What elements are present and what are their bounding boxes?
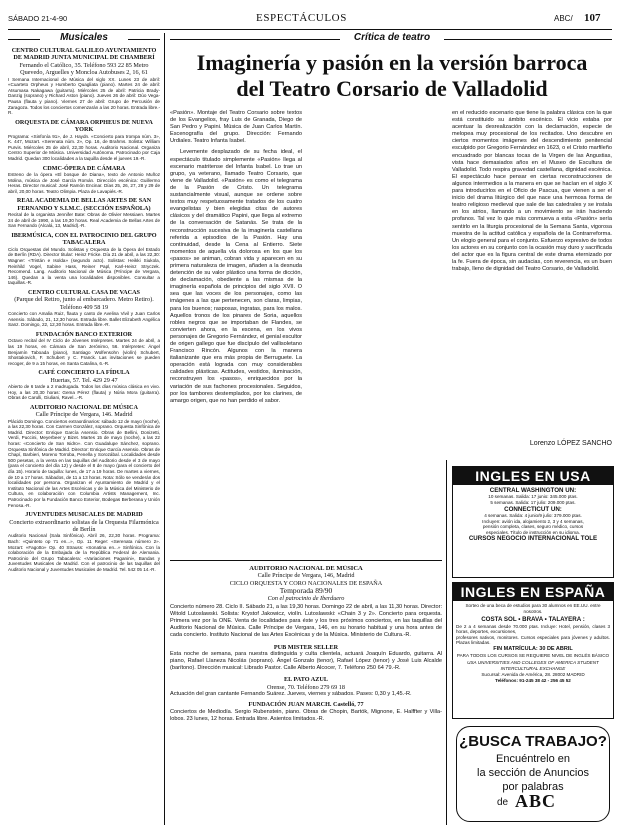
masthead-section: ESPECTÁCULOS <box>256 12 347 24</box>
ad1-line2-3: pensión completa, clases, seguro médico, cursos <box>482 524 584 530</box>
auditorio-text: Concierto número 28. Ciclo II. Sábado 21, a las 19,30 horas. Domingo 22 de abril, a las 11,30 horas. Director: Witold Lutoslawski. Solista: Krystof Jakowicz, violín. Lutoslawski: «Chain 3 y 2». Concierto para orquesta. Primera vez por la ONE. Venta de localidades para éste y los tres próximos conciertos, en las taquillas del Auditorio Nacional de Música. Calle Príncipe de Vergara, 146, en su horario habitual y una hora antes de cada concierto. Instituto Nacional de las Artes Escénicas y de la Música. Ministerio de Cultura.-R. <box>170 604 442 639</box>
critica-text-c: en el reducido escenario que tiene la palabra clásica con la que está constituido su ámbito escénico. El vicio estaba por acentuar la desrealización con la declamación, especie de melopea muy procesional de los recitados. Uno descubre en ciertos momentos imágenes del descendimiento penitencial esculpido por Gregorio Fernández en 1623, o el Cristo marfileño encuadrado por blancas tocas de la Virgen de las Angustias, vista hace demasiados años en el Museo de Escultura de Valladolid. Todo respira gravedad castellana, dignidad escénica. El espectáculo hace pensar en ciertas reconstrucciones de algunos intermedios a la manera en que se hacían en el siglo X para introducirlos en el Oficio de Pascua, que vienen a ser el inicio del drama litúrgico del que nace una hermosa forma de teatro religioso medieval que sale de las catedrales y se instala en los atrios, llamando a un movimiento se irán haciendo profanos. Tal vez lo que más conmueva a esta «Pasión» sería sentirlo en la liturgia procesional de la Semana Santa, vigorosa muestra de la actitud católica y española de la Contrarreforma. Un elogio general para el conjunto. Esfuerzo expresivo de todos los actores en su conjunto con la ocasión muy duro y sacrificada del actor que es la figura central de este drama eternizado por la fe. Fuera de época, sin audacias, con reverencia, es un buen trabajo, lleno de dignidad del Teatro Corsario, de Valladolid. <box>452 110 612 273</box>
listing-head: AUDITORIO NACIONAL DE MÚSICA <box>29 403 138 411</box>
ad1-line2-4: especiales. Título de instrucción en su idioma. <box>486 529 580 535</box>
column-divider <box>164 33 165 825</box>
critica-col-c <box>452 110 612 440</box>
ad2-addr: Sucursal: Avenida de América, 28. 28002 MADRID <box>481 672 585 678</box>
ad2-deadline: FIN MATRÍCULA: 30 DE ABRIL <box>493 645 573 652</box>
auditorio-patron: Con el patrocinio de Iberduero <box>267 594 345 602</box>
critica-col-b <box>308 110 440 620</box>
listing-head: CENTRO CULTURAL CASA DE VACAS <box>28 288 140 296</box>
auditorio-season: Temporada 89/90 <box>279 586 333 596</box>
ad1-line-2: 5 semanas. Salida: 17 julio: 209.000 ptas. <box>490 500 576 505</box>
listing-item <box>8 289 160 328</box>
listing-item <box>8 511 160 572</box>
critica-kicker: Crítica de teatro <box>353 32 431 43</box>
listing-head: JUVENTUDES MUSICALES DE MADRID <box>25 511 143 519</box>
masthead-rule <box>8 29 612 30</box>
ad2-intro: Sorteo de una beca de estudios para 30 alumnos en EE.UU. entre nosotros. <box>465 603 601 614</box>
listing-addr: Concierto extraordinario solistas de la Orquesta Filarmónica de Berlín <box>9 518 159 533</box>
ad1-banner: INGLES EN USA <box>453 467 613 485</box>
ad1-sub2: CONNECTICUT UN: <box>504 505 562 513</box>
ad3-line4: de <box>497 797 509 808</box>
auditorio-head: AUDITORIO NACIONAL DE MÚSICA <box>249 565 363 572</box>
musicales-title-bar <box>8 33 160 45</box>
ad-busca-trabajo <box>456 726 610 822</box>
listing-item <box>8 119 160 162</box>
ad2-sub: COSTA SOL • BRAVA • TALAYERA : <box>481 616 585 624</box>
listing-head: ORQUESTA DE CÁMARA ORPHEUS DE NUEVA YORK <box>15 118 153 134</box>
ad2-org: USA UNIVERSITIES AND COLLEGES OF AMERICA STUDENT INTERCULTURAL EXCHANGE <box>467 659 599 671</box>
masthead-paper: ABC/ <box>554 14 573 23</box>
auditorio-sub: CICLO ORQUESTA Y CORO NACIONALES DE ESPAÑA <box>229 579 383 587</box>
listing-item <box>8 47 160 116</box>
listing-text: Plácido Domingo. Conciertos extraordinarios: sábado 12 de mayo (noche), a las 22,30 horas. Con Carmen González, soprano. Orquesta Sinfónica de Madrid. Director: Enrique García Asensio. Obras de Bellini, Donizetti, Verdi, Puccini, Meyerbeer y Bizet. Martes 15 de mayo (noche), a las 22 horas: «Concierto de San Isidro». Con Guadalupe Sánchez, soprano. Orquesta Sinfónica de Madrid. Director: Enrique García Asensio. Obras de Chapí, Barbieri, Moreno Torroba, Penella y Sorozábal. Localidades desde 500 pesetas, a la venta en las taquillas del Auditorio desde el 3 de mayo (para el concierto del día 12) y desde el 8 de mayo (para el concierto del día 15). Horario de taquilla: lunes, de 17 a 19 horas. De martes a viernes, de 10 a 17 horas. Sábados, de 11 a 13 horas. Nota: Sólo se venderán dos localidades por persona. Organizan el Ayuntamiento de Madrid y el Instituto Nacional de las Artes Escénicas y de la Música del Ministerio de Cultura, en colaboración con Columbia Artists Management, Inc. Patrocinado por la Fundación Banco Exterior, Bodegas Berberana y Unión Fenosa.-R. <box>8 418 160 508</box>
listing-head: CENTRO CULTURAL GALILEO AYUNTAMIENTO DE MADRID JUNTA MUNICIPAL DE CHAMBERÍ <box>11 47 157 62</box>
listing-text: I Semana Internacional de Música del siglo XX. Lunes 23 de abril: «Cuarteto Orpheus y Humberto Quagliata (piano). Martes 24 de abril: Atsumasa Nakagawa (guitarra). Miércoles 25 de abril: Patricia Brady-Danzig (soprano) y Richard Aston (piano). Jueves 26 de abril: Dúo Vega-Pausa (flauta y piano). Viernes 27 de abril: Grupo de Percusión de Zaragoza. Todos los conciertos comenzarán a las 20 horas. Entrada libre.-R. <box>8 76 160 116</box>
ad1-line-1: 10 semanas. Salida: 17 junio: 345.000 ptas. <box>488 494 578 500</box>
listing-addr: Huertas, 57. Tel. 429 29 47 <box>50 376 118 384</box>
masthead-date: SÁBADO 21-4-90 <box>8 14 68 23</box>
listing-head: CAFÉ CONCIERTO LA FÍDULA <box>38 369 130 377</box>
ad3-line2: la sección de Anuncios <box>477 767 589 779</box>
ad1-line2-1: 4 semanas. Salida: 4 junio/9 julio: 379.000 ptas. <box>484 513 582 518</box>
listing-head: REAL ACADEMIA DE BELLAS ARTES DE SAN FERNANDO Y S.I.M.C. (SECCIÓN ESPAÑOLA) <box>16 197 152 212</box>
ad2-banner: INGLES EN ESPAÑA <box>453 583 613 601</box>
ad2-tel: Teléfonos: 91-245 38 42 - 256 45 52 <box>495 677 571 683</box>
ad2-line-1: De 2 a 4 semanas desde 70.000 ptas. Incluye: Hotel, pensión, clases 3 horas, deportes, excursiones, <box>456 623 610 635</box>
listing-addr: Fernando el Católico, 35. Teléfono 593 22 85 Metro Quevedo, Arguelles y Moncloa Autobuses 2, 16, 61 <box>19 61 149 77</box>
listing-head: FUNDACIÓN BANCO EXTERIOR <box>35 330 133 338</box>
critica-col-a <box>170 110 302 620</box>
listing-text: Estreno de la ópera «El bosque de Diana», texto de Antonio Muñoz Molina, música de José García Román. Dirección escénica: Guillermo Heras. Director musical: José Ramón Encinar. Días 25, 26, 27, 28 y 29 de abril, 20,00 horas. Teatro Olimpia. Plaza de Lavapiés.-R. <box>8 171 160 194</box>
listing-item <box>8 404 160 508</box>
ad3-line3: por palabras <box>502 781 564 793</box>
abc-logo: ABC <box>515 791 557 811</box>
listing-text: Ciclo Orquestas del Mundo. Solistas y Orquesta de la Ópera del Estado de Berlín (RDA). Director titular: Heinz Fricke. Día 21 de abril, a las 22,30: Wagner: «Tristán e Isolda» (segundo acto). Solistas: Heikki Siukola, Reinhild Vogel, Sabine Hass, Reiner Papl, Karl-Heinz Stryczek. Recomend. Lang. Auditorio Nacional de Música (Príncipe de Vergara, 146). Quedan a la venta una localidades disponibles. Consultar a taquillas.-R. <box>8 246 160 286</box>
march-head: FUNDACIÓN JUAN MARCH. Castelló, 77 <box>248 701 364 709</box>
listing-addr: (Parque del Retiro, junto al embarcadero. Metro Retiro). Teléfono 409 58 19 <box>14 296 154 311</box>
pub-head: PUB MISTER SELLER <box>273 643 339 651</box>
pub-text: Esta noche de semana, para nuestra distinguida y culta clientela, actuará Joaquín Eduardo, guitarra. Al piano, Rafael Llaneza Nicolás (soprano). Ángel Gonzalo (tenor), Rafael López (tenor) y José Luis Alcalde (barítono). Dirección musical: Librado Pastor. Calle Alberto Alcocer, 7. Teléfono 250 64 79.-R. <box>170 650 442 672</box>
ad1-line2-2: Incluyen: avión ida, alojamiento 2, 3 y 4 semanas, <box>482 518 584 524</box>
listing-text: Abierto de 6 tarde a 2 madrugada. Todos los días música clásica en vivo. Hoy, a las 20,30 horas: Gema Pérez (flauta) y Núria Mora (guitarra). Obras de Carulli, Giuliani, Ravel...-R. <box>8 384 160 401</box>
critica-kicker-bar <box>170 33 612 45</box>
ad2-foot: PARA TODOS LOS CURSOS SE REQUIERE NIVEL DE INGLÉS BÁSICO <box>456 653 610 659</box>
masthead-page: 107 <box>584 12 601 24</box>
masthead <box>8 12 612 28</box>
pato-text: Actuación del gran cantante Fernando Suárez. Jueves, viernes y sábados. Pases: 0,30 y 1,45.-R. <box>170 691 412 697</box>
ad3-title: ¿BUSCA TRABAJO? <box>459 733 607 750</box>
critica-text-a: Levemente desplazado de su fecha ideal, el espectáculo titulado simplemente «Pasión» llega al escenario matritense del Infanta Isabel. Lo trae un grupo, ya veterano, llamado Teatro Corsario, que viene de Valladolid. «Pasión» es como el telegrama de la Pasión de Cristo. Un telegrama sustancialmente visual, aunque se ordene sobre textos muy respetuosamente tratados de los cuatro evangelistas y bien elegidas citas de autores clásicos y del dramático Papini, que llega al extremo de la conversación de Satanás. Se trata de la reconstrucción sucesiva de la imaginería castellana referida a episodios de la Pasión. Hay una continuidad, desde la Cena al Entierro. Siete momentos de aquella vía dolorosa en los que los «pasos» se animan, cobran vida y aparecen en su primera naturaleza de imagen, añaden a la desnuda detención de su valor plástico una forma de dicción, de declamación, obediente a las mismas de la imaginería española de principios del siglo XVII. O sea que las voces de los personajes, como las imágenes a las que pertenecen, son claras, limpias, para los buenos; rasposas, ingratas, para los malos. Aquellos tronos de los pinares de Soria, aquellos robles negros que se importaban de Flandes, se convierten ahora, en la escena, en los vivos personajes de Gregorio Fernández, el genial escultor de origen gallego que fue discípulo del vallisoletano Francisco Rincón. Algunos con la manera italianizante que era más propia de Berruguete. La operación está lograda con muy considerables calidades plásticas. Actitudes, vestidos, iluminación, reconstruyen los «pasos», enriquecidos por la variación de sus fachones procesionales. Seguidos, por los tambores destemplados, por los clarines, de amargo origen, que no han perdido el sabor. <box>170 149 302 404</box>
listing-item <box>8 165 160 195</box>
ad-ingles-espana <box>452 582 614 719</box>
listing-text: Programa: «Sinfonía 91», de J. Haydn. «Concierto para trompa núm. 3», K. 447, Mozart. «Serenata núm. 2», Op. 16, de Brahms. Solista: William Purvis. Miércoles 25 de abril, 22,30 horas. Auditorio Nacional. Organiza Centro Superior de Música. Universidad Autónoma. Patrocinado por Caja Madrid. Quedan 300 localidades a la taquilla desde el jueves 19.-R. <box>8 133 160 161</box>
march-text: Conciertos de Mediodía. Sergio Rubenstein, piano. Obras de Chopin, Bartók, Mignone, E. Halffter y Villa-lobos. 23 lunes, 12 horas. Entrada libre. Asientos limitados.-R. <box>170 708 442 722</box>
listing-text: Recital de la organista Jennifer Bate: Obras de Olivier Messiaen. Martes 24 de abril de 1990, a las 19,30 horas. Real Academia de Bellas Artes de San Fernando (Alcalá, 13, Madrid).-R. <box>8 212 160 229</box>
listing-text: Octavo recital del IV Ciclo de Jóvenes Intérpretes. Martes 24 de abril, a las 19 horas, en Cámara de San Jerónimo, 56. Intérpretes: Ángel Benjamín Taboada (piano), Santiago Wolfensohn (violín) Schubert, Shostakovich, F. Schubert y C. Franck. Las invitaciones se pueden recoger, de 9 a 15 horas, en Santa Catalina, 6.-R. <box>8 338 160 366</box>
listing-addr: Calle Príncipe de Vergara, 146. Madrid <box>35 411 133 419</box>
section-rule <box>170 560 442 561</box>
listing-text: Auditorio Nacional (Sala Sinfónica). Abril 26, 22,30 horas. Programa: Bach: «Quinteto op 71 en...», Op. 11 Reger: «Serenata número 2». Mozart: «Fagotto» Op. 40 Strauss: «Sonatina en...» Sinfónica. Con la colaboración de la Embajada de la República Federal de Alemania. Patrocinio del Grupo Tabacalera: «Variaciones Paganini», Bandas y Juventudes Musicales de Madrid. Con el patrocinio de las taquillas del Auditorio Nacional y Juventudes Musicales de Madrid. Tel. 542 05 14.-R. <box>8 533 160 572</box>
critica-headline: Imaginería y pasión en la versión barroca del Teatro Corsario de Valladolid <box>196 50 588 101</box>
pato-addr: Orense, 70. Teléfono 279 69 18 <box>267 683 345 691</box>
listing-item <box>8 369 160 401</box>
column-divider-2 <box>446 460 447 825</box>
ad2-line-2: profesores nativos, monitores. Cursos especiales para jóvenes y adultos. Plazas limitadas. <box>456 634 610 646</box>
listing-item <box>8 331 160 366</box>
pato-head: EL PATO AZUL <box>283 676 328 684</box>
listing-head: IBERMÚSICA, CON EL PATROCINIO DEL GRUPO TABACALERA <box>11 231 157 247</box>
musicales-title: Musicales <box>60 32 108 43</box>
ad3-line1: Encuéntrelo en <box>496 753 570 765</box>
listing-text: Concierto con Amalia Ruiz, flauta y canto de Avelina Vivil y Juan Carlos Asensio. Sábado, 21, 12,30 horas. Entrada libre. Ballet Elizabeth Angélica Sanz. Domingo, 22, 12,30 horas. Entrada libre.-R. <box>8 311 160 328</box>
ad1-sub: CENTRAL WASHINGTON UN: <box>489 487 577 494</box>
ad-ingles-usa <box>452 466 614 578</box>
auditorio-addr: Calle Príncipe de Vergara, 146, Madrid <box>257 572 355 580</box>
critica-author: Lorenzo LÓPEZ SANCHO <box>529 440 612 447</box>
listing-item <box>8 197 160 229</box>
ad1-sub3: CURSOS NEGOCIO INTERNACIONAL TOLE <box>468 535 598 543</box>
auditorio-block <box>170 565 442 827</box>
critica-credits: «Pasión». Montaje del Teatro Corsario sobre textos de los Evangelios, fray Luis de Granada, Diego de San Pedro y Papini. Música de Juan Carlos Martín. Escenografía del grupo. Dirección: Fernando Urdiales. Teatro Infanta Isabel. <box>170 110 302 145</box>
musicales-column <box>8 47 160 825</box>
listing-item <box>8 232 160 286</box>
listing-head: CDMC-ÓPERA DE CÁMARA <box>42 164 126 172</box>
